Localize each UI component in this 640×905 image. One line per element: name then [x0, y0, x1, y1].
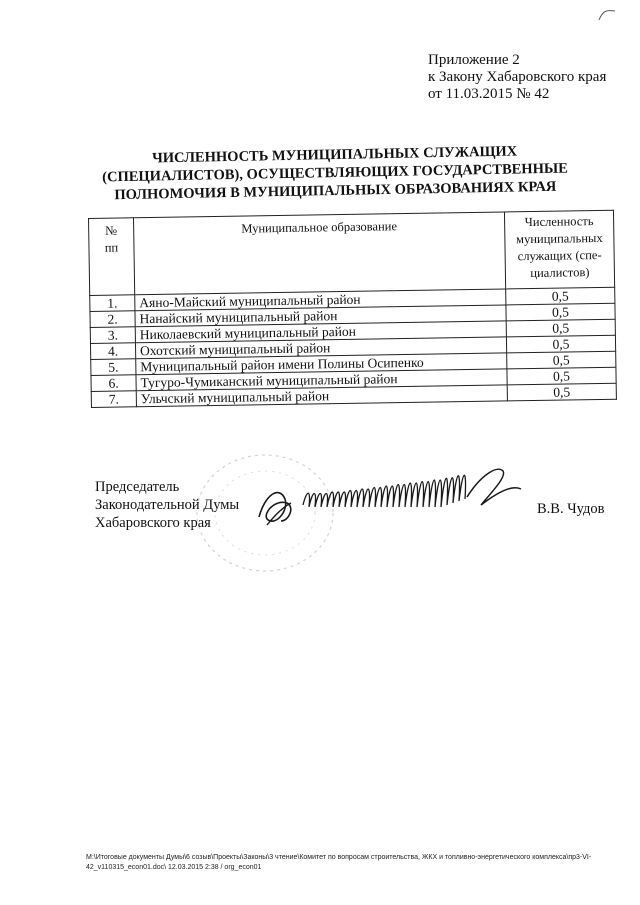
header-number-symbol: №: [105, 223, 118, 238]
row-number: 6.: [91, 375, 136, 392]
row-municipality: Тугуро-Чумиканский муниципальный район: [136, 369, 507, 391]
row-municipality: Муниципальный район имени Полины Осипенко: [136, 353, 507, 375]
row-count: 0,5: [506, 319, 615, 337]
signer-name: В.В. Чудов: [537, 501, 605, 517]
header-count-line-1: Численность: [524, 214, 594, 230]
appendix-reference: [428, 52, 606, 103]
row-number: 7.: [91, 391, 136, 408]
document-title: [95, 141, 576, 204]
row-count: 0,5: [507, 367, 616, 385]
row-count: 0,5: [507, 383, 616, 401]
row-number: 3.: [90, 327, 135, 344]
handwritten-signature: [245, 455, 535, 545]
header-count-line-2: муниципальных: [515, 230, 603, 247]
row-municipality: Аяно-Майский муниципальный район: [135, 289, 506, 311]
row-municipality: Охотский муниципальный район: [135, 337, 506, 359]
chairman-title-line-3: Хабаровского края: [95, 515, 211, 531]
title-line-3: ПОЛНОМОЧИЯ В МУНИЦИПАЛЬНЫХ ОБРАЗОВАНИЯХ КРАЯ: [114, 178, 557, 204]
row-count: 0,5: [506, 303, 615, 321]
title-line-2: (СПЕЦИАЛИСТОВ), ОСУЩЕСТВЛЯЮЩИХ ГОСУДАРСТВЕННЫЕ: [102, 160, 568, 186]
row-municipality: Николаевский муниципальный район: [135, 321, 506, 343]
header-count: [504, 210, 614, 289]
appendix-date: от 11.03.2015 № 42: [428, 86, 550, 102]
header-municipality: Муниципальное образование: [134, 212, 506, 295]
row-municipality: Ульчский муниципальный район: [136, 385, 507, 407]
table-header-row: [89, 210, 615, 295]
chairman-title: [95, 478, 239, 532]
staff-table: [88, 210, 617, 408]
row-number: 4.: [90, 343, 135, 360]
chairman-title-line-2: Законодательной Думы: [95, 497, 240, 513]
header-number: [89, 218, 135, 296]
chairman-title-line-1: Председатель: [95, 479, 180, 495]
row-count: 0,5: [506, 335, 615, 353]
row-count: 0,5: [507, 351, 616, 369]
row-count: 0,5: [506, 287, 615, 305]
appendix-number: Приложение 2: [428, 52, 520, 68]
staff-table-container: [88, 210, 617, 408]
corner-scan-mark: [597, 8, 617, 22]
title-line-1: ЧИСЛЕННОСТЬ МУНИЦИПАЛЬНЫХ СЛУЖАЩИХ: [151, 143, 518, 167]
header-count-line-3: служащих (спе-: [517, 247, 602, 264]
header-number-abbrev: пп: [104, 240, 119, 255]
row-number: 1.: [90, 295, 135, 312]
file-path-footer: M:\Итоговые документы Думы\6 созыв\Проекты\Законы\3 чтение\Комитет по вопросам строительства, ЖКХ и топливно-энергетического комплекса\пр3-VI-42_v110315_econ01.doc\ 12.03.2015 2:38 / org_econ01: [86, 854, 592, 871]
appendix-law: к Закону Хабаровского края: [428, 69, 607, 85]
header-count-line-4: циалистов): [530, 265, 590, 281]
row-number: 2.: [90, 311, 135, 328]
row-number: 5.: [91, 359, 136, 376]
row-municipality: Нанайский муниципальный район: [135, 305, 506, 327]
